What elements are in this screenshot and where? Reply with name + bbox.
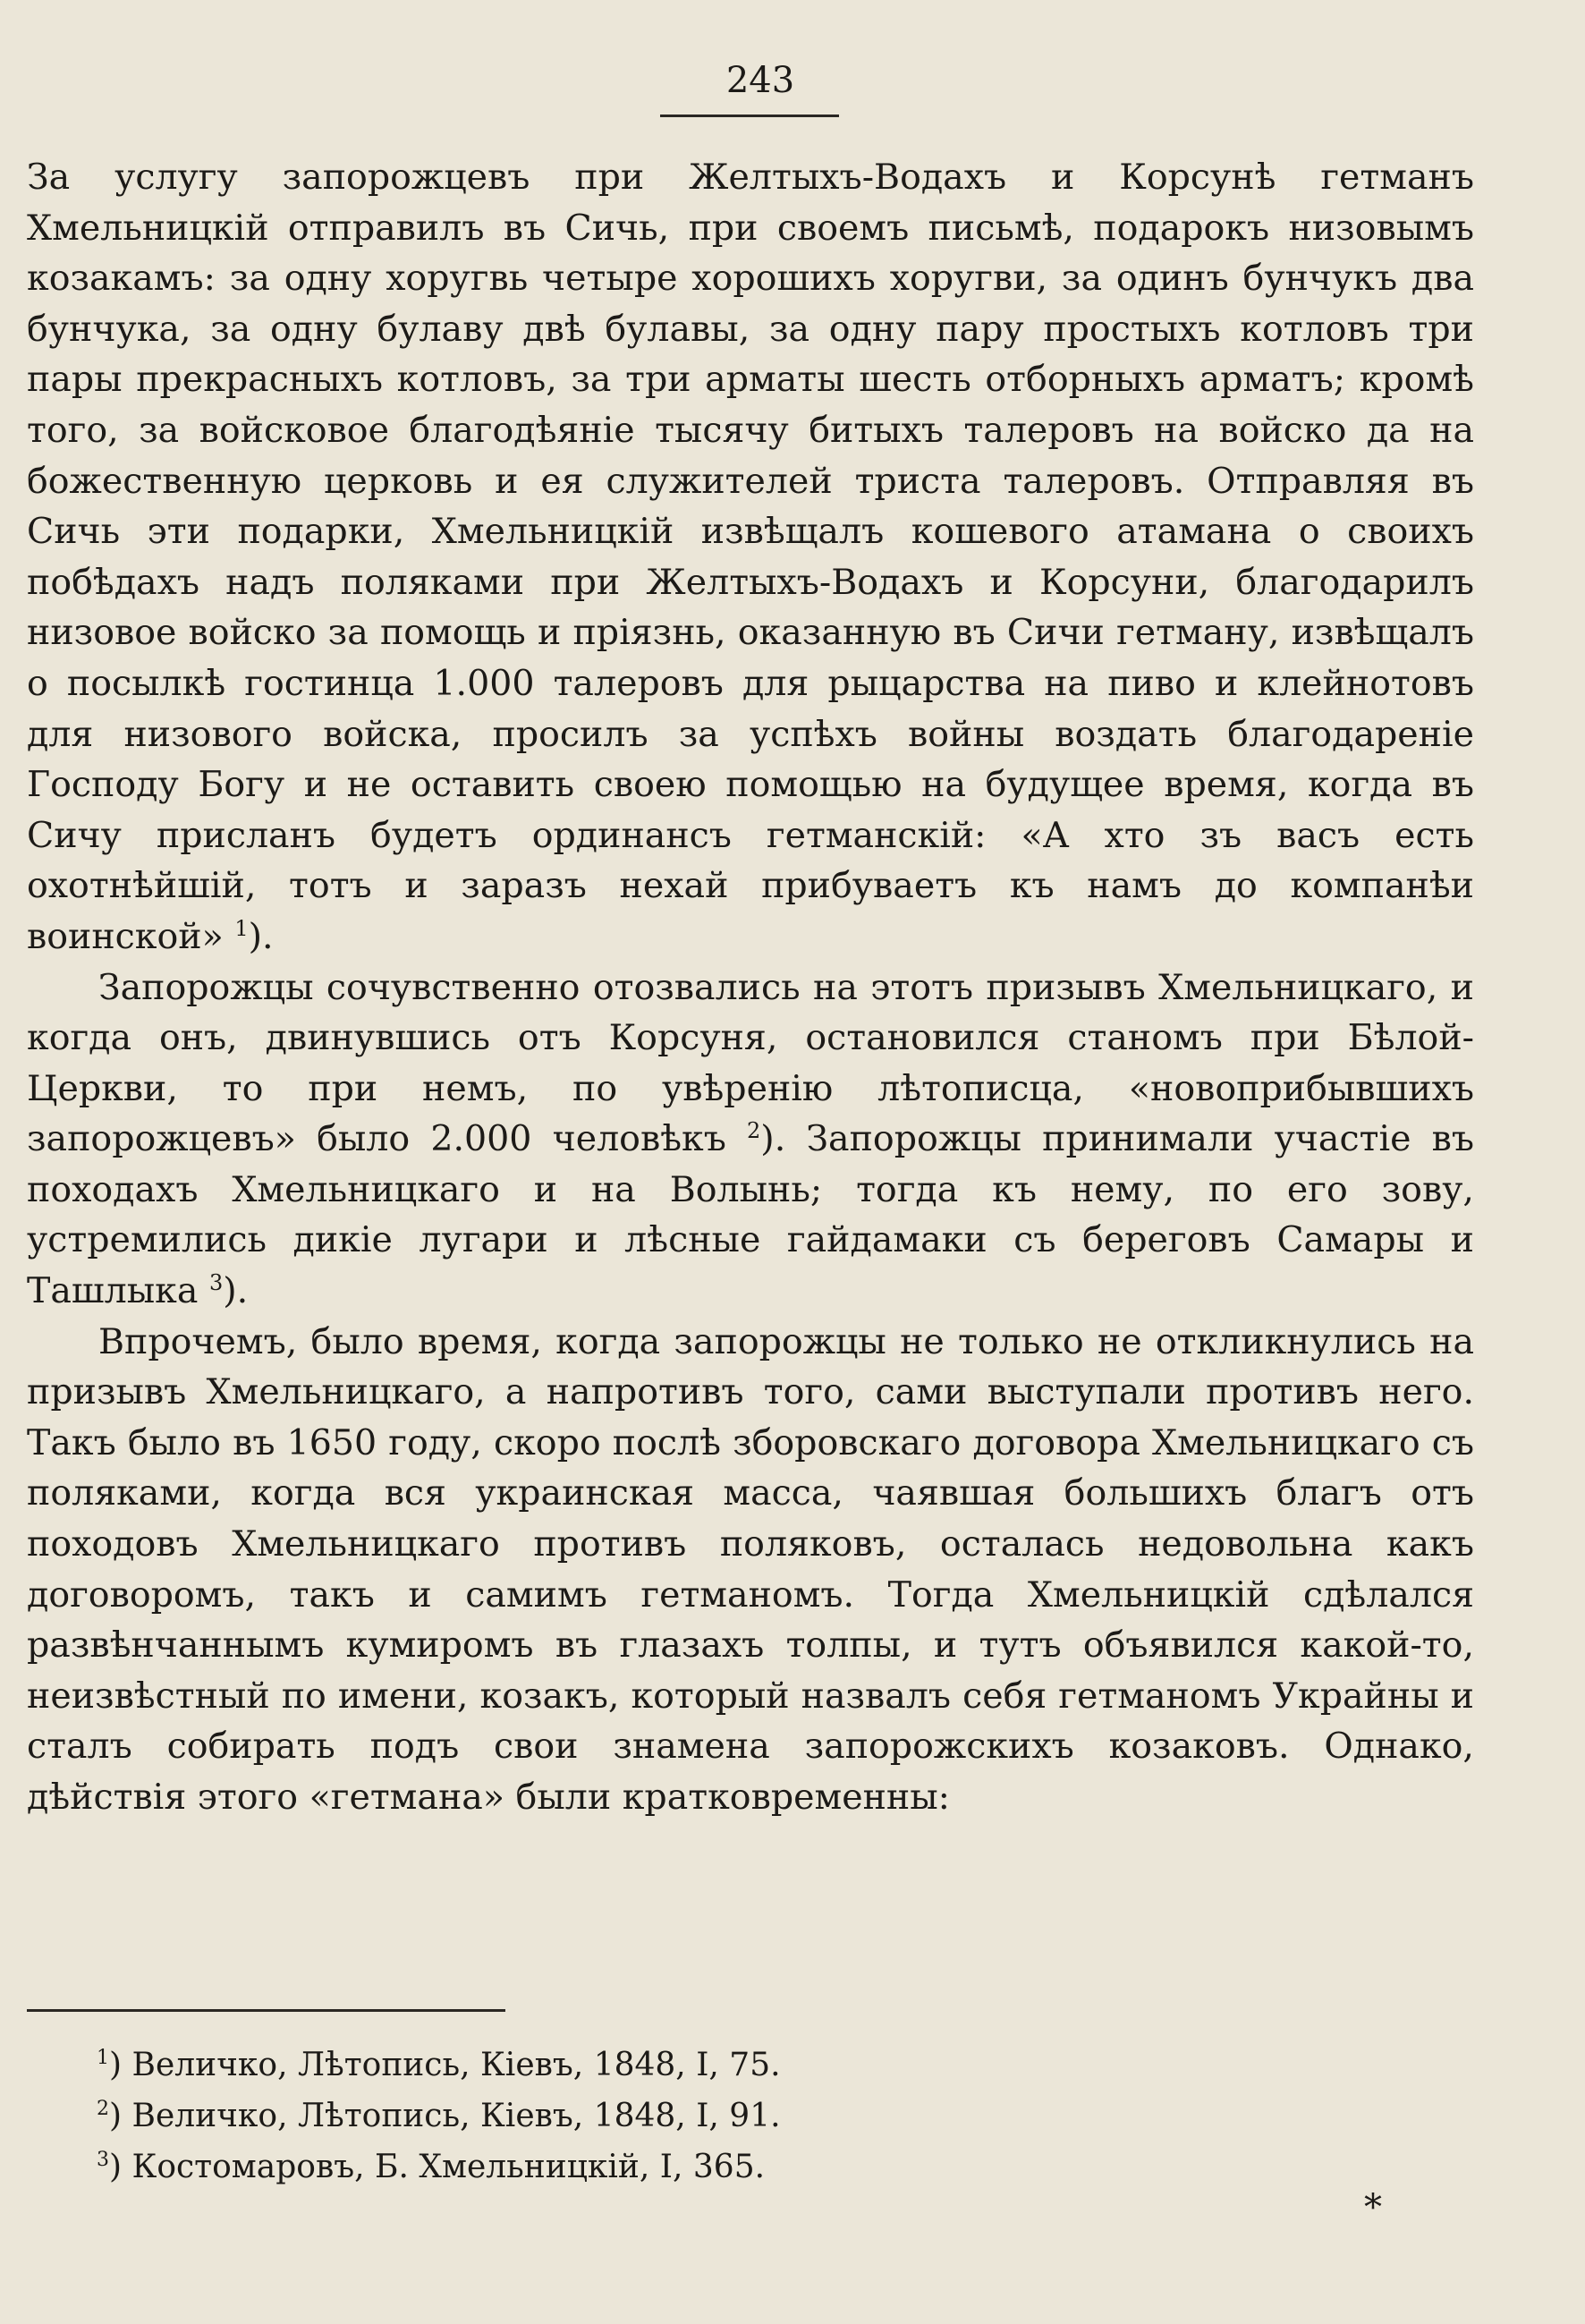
page-number-rule: [660, 115, 839, 117]
footnote-ref-2: 2: [747, 1118, 761, 1144]
footnote-mark-2: 2: [97, 2098, 109, 2120]
paragraph-1-text: За услугу запорожцевъ при Желтыхъ-Водахъ и Корсунѣ гетманъ Хмельницкій отправилъ въ Сичь, при своемъ письмѣ, подарокъ низовымъ козакамъ: за одну хоругвь четыре хорошихъ хоругви, за одинъ бунчукъ два бунчука, за одну булаву двѣ булавы, за одну пару простыхъ котловъ три пары прекрасныхъ котловъ, за три арматы шесть отборныхъ арматъ; кромѣ того, за войсковое благодѣяніе тысячу битыхъ талеровъ на войско да на божественную церковь и ея служителей триста талеровъ. Отправляя въ Сичь эти подарки, Хмельницкій извѣщалъ кошевого атамана о своихъ побѣдахъ надъ поляками при Желтыхъ-Водахъ и Корсуни, благодарилъ низовое войско за помощь и пріязнь, оказанную въ Сичи гетману, извѣщалъ о посылкѣ гостинца 1.000 талеровъ для рыцарства на пиво и клейнотовъ для низового войска, просилъ за успѣхъ войны воздать благодареніе Господу Богу и не оставить своею помощью на будущее время, когда въ Сичу присланъ будетъ ординансъ гетманскій: «А хто зъ васъ есть охотнѣйшій, тотъ и заразъ нехай прибуваетъ къ намъ до компанѣи воинской»: [27, 157, 1474, 957]
footnote-3: [97, 2142, 1259, 2193]
footnote-text-1: ) Величко, Лѣтопись, Кіевъ, 1848, I, 75.: [109, 2047, 781, 2083]
footnote-text-2: ) Величко, Лѣтопись, Кіевъ, 1848, I, 91.: [109, 2098, 781, 2134]
paragraph-2: [27, 963, 1474, 1317]
paragraph-2-tail: ).: [223, 1270, 249, 1312]
footnote-ref-3: 3: [208, 1269, 224, 1295]
footnote-mark-1: 1: [97, 2047, 109, 2069]
paragraph-3: [27, 1317, 1474, 1823]
footnote-text-3: ) Костомаровъ, Б. Хмельницкій, I, 365.: [109, 2149, 766, 2185]
footnote-2: [97, 2091, 1259, 2142]
footnote-mark-3: 3: [97, 2149, 109, 2171]
footnote-ref-1: 1: [234, 915, 249, 941]
paragraph-2-text: Запорожцы сочувственно отозвались на этотъ призывъ Хмельницкаго, и когда онъ, двинувшись отъ Корсуня, остановился станомъ при Бѣлой-Церкви, то при немъ, по увѣренію лѣтописца, «новоприбывшихъ запорожцевъ» было 2.000 человѣкъ: [27, 966, 1474, 1160]
paragraph-3-text: Впрочемъ, было время, когда запорожцы не только не откликнулись на призывъ Хмельницкаго, а напротивъ того, сами выступали противъ него. Такъ было въ 1650 году, скоро послѣ зборовскаго договора Хмельницкаго съ поляками, когда вся украинская масса, чаявшая большихъ благъ отъ походовъ Хмельницкаго противъ поляковъ, осталась недовольна какъ договоромъ, такъ и самимъ гетманомъ. Тогда Хмельницкій сдѣлался развѣнчаннымъ кумиромъ въ глазахъ толпы, и тутъ объявился какой-то, неизвѣстный по имени, козакъ, который назвалъ себя гетманомъ Украйны и сталъ собирать подъ свои знамена запорожскихъ козаковъ. Однако, дѣйствія этого «гетмана» были кратковременны:: [27, 1320, 1474, 1818]
printer-mark: *: [1364, 2187, 1382, 2228]
page-number: 243: [725, 60, 795, 101]
body-text: [27, 152, 1474, 1823]
paragraph-2-middle: ). Запорожцы принимали участіе въ походахъ Хмельницкаго и на Волынь; тогда къ нему, по его зову, устремились дикіе лугари и лѣсные гайдамаки съ береговъ Самары и Ташлыка: [27, 1118, 1474, 1312]
paragraph-1-tail: ).: [248, 915, 274, 957]
footnotes: [97, 2040, 1259, 2193]
paragraph-1: [27, 152, 1474, 963]
footnote-separator: [27, 2009, 505, 2012]
footnote-1: [97, 2040, 1259, 2091]
